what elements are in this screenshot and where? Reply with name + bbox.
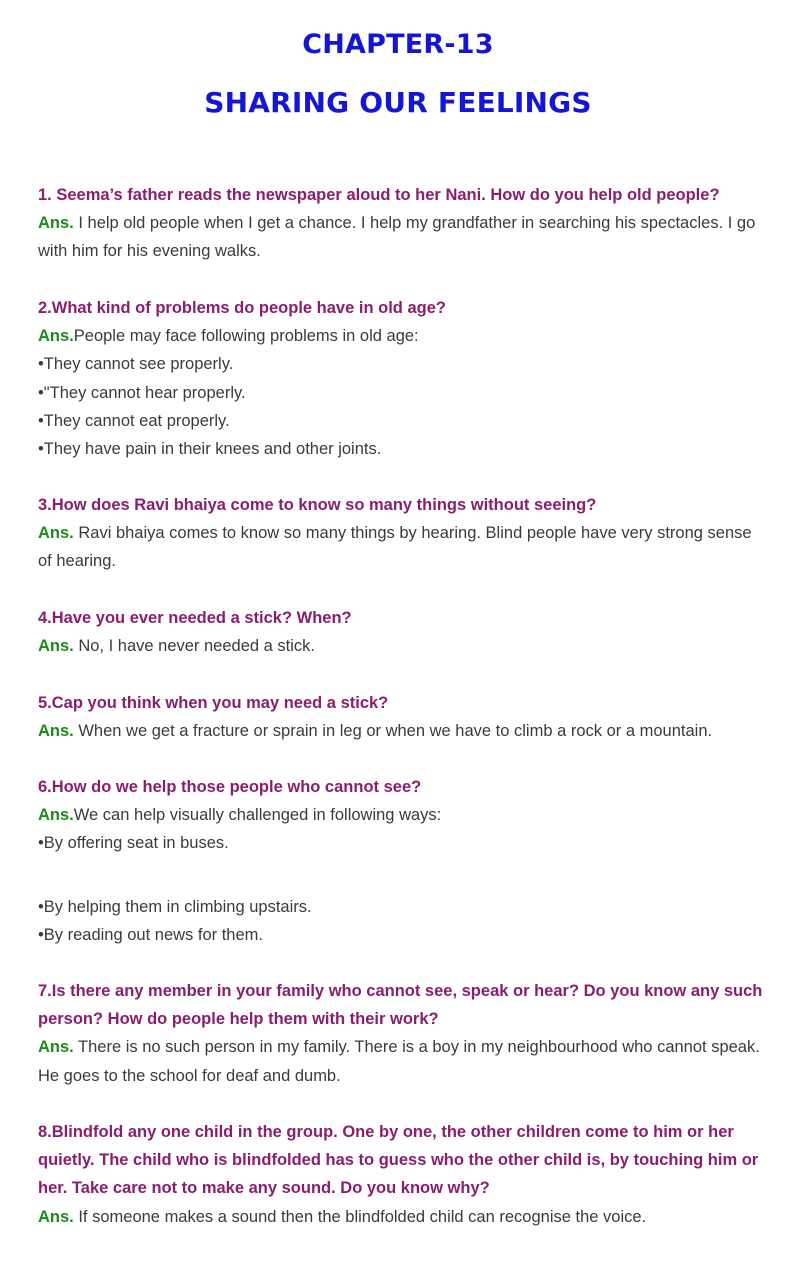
bullet-item: •They cannot see properly. (38, 355, 234, 374)
answer-4 (38, 632, 768, 660)
question-7: 7.Is there any member in your family who cannot see, speak or hear? Do you know any such person? How do people help them with their work? (38, 982, 763, 1029)
ans-label: Ans. (38, 722, 74, 741)
question-8: 8.Blindfold any one child in the group. One by one, the other children come to him or her quietly. The child who is blindfolded has to guess who the other child is, by touching him or her. Take care not to make any sound. Do you know why? (38, 1123, 759, 1198)
qa-block-3 (38, 491, 768, 576)
ans-label: Ans. (38, 637, 74, 656)
question-3: 3.How does Ravi bhaiya come to know so many things without seeing? (38, 496, 597, 514)
question-6: 6.How do we help those people who cannot see? (38, 778, 422, 796)
qa-block-5 (38, 689, 768, 745)
answer-6 (38, 801, 768, 829)
qa-block-6 (38, 773, 768, 949)
answer-8 (38, 1203, 768, 1231)
ans-label: Ans. (38, 1207, 74, 1226)
question-2: 2.What kind of problems do people have in old age? (38, 299, 446, 317)
answer-1 (38, 209, 768, 265)
bullet-item: •"They cannot hear properly. (38, 383, 246, 402)
chapter-number: CHAPTER-13 (302, 29, 494, 60)
qa-block-8 (38, 1118, 768, 1231)
bullet-item: •By offering seat in buses. (38, 834, 229, 853)
answer-text: We can help visually challenged in following ways: (73, 806, 442, 825)
question-4: 4.Have you ever needed a stick? When? (38, 609, 352, 627)
ans-label: Ans. (38, 327, 74, 346)
answer-3 (38, 519, 768, 575)
answer-2 (38, 322, 768, 350)
answer-text: There is no such person in my family. There is a boy in my neighbourhood who cannot speak. He goes to the school for deaf and dumb. (38, 1038, 760, 1085)
answer-text: I help old people when I get a chance. I help my grandfather in searching his spectacles. I go with him for his evening walks. (38, 214, 756, 261)
qa-block-2 (38, 294, 768, 463)
answer-text: If someone makes a sound then the blindfolded child can recognise the voice. (73, 1207, 647, 1226)
qa-block-7 (38, 977, 768, 1090)
ans-label: Ans. (38, 524, 74, 543)
answer-text: People may face following problems in old age: (73, 327, 419, 346)
answer-text: No, I have never needed a stick. (73, 637, 315, 656)
bullet-item: •They have pain in their knees and other joints. (38, 440, 382, 459)
chapter-title: SHARING OUR FEELINGS (204, 86, 592, 119)
answer-text: When we get a fracture or sprain in leg or when we have to climb a rock or a mountain. (73, 722, 713, 741)
answer-text: Ravi bhaiya comes to know so many things by hearing. Blind people have very strong sense of hearing. (38, 524, 752, 571)
ans-label: Ans. (38, 1038, 74, 1057)
bullet-item: •By reading out news for them. (38, 925, 263, 944)
question-1: 1. Seema’s father reads the newspaper aloud to her Nani. How do you help old people? (38, 186, 720, 204)
qa-block-4 (38, 604, 768, 660)
qa-block-1 (38, 181, 768, 266)
ans-label: Ans. (38, 214, 74, 233)
question-5: 5.Cap you think when you may need a stick? (38, 694, 389, 712)
ans-label: Ans. (38, 806, 74, 825)
bullet-item: •By helping them in climbing upstairs. (38, 897, 312, 916)
answer-7 (38, 1033, 768, 1089)
answer-5 (38, 717, 768, 745)
bullet-item: •They cannot eat properly. (38, 411, 230, 430)
